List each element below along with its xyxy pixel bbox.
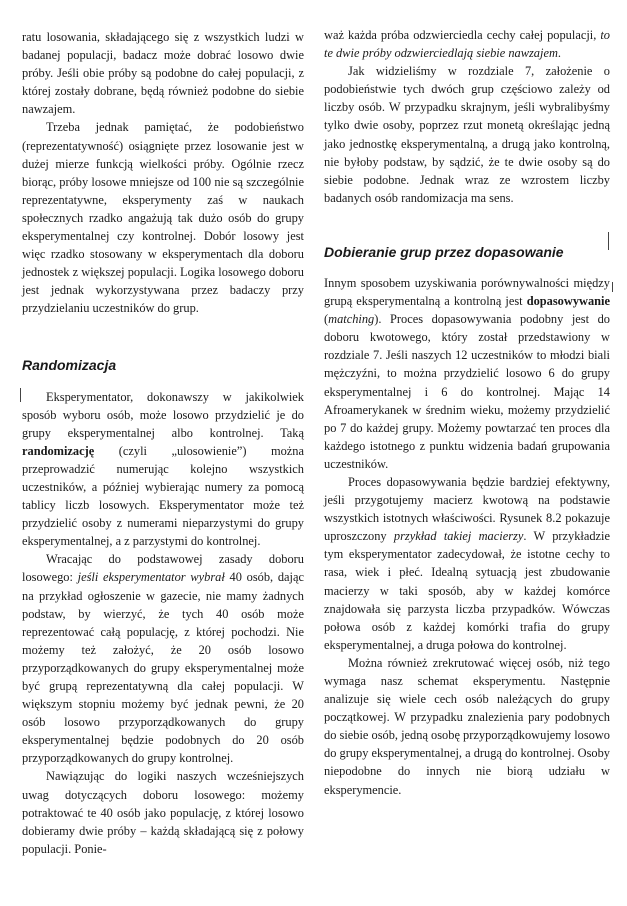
paragraph bbox=[324, 274, 610, 473]
text-span: 40 osób, dając na przykład ogłoszenie w gazecie, nie mamy żadnych podstaw, by wierzyć, że tych 40 osób może reprezentować całą populację, z której pochodzi. Nie możemy też założyć, że 20 osób losowo przyporządkowanych do grupy eksperymentalnej może być grupą reprezentatywną dla całej populacji. W większym stopniu możemy być jednak pewni, że 20 osób losowo przyporządkowanych do grupy eksperymentalnej będzie podobnych do 20 osób przyporządkowanych do grupy kontrolnej. bbox=[22, 570, 304, 766]
emphasis: jeśli eksperymentator wybrał bbox=[77, 570, 225, 585]
text-span: . bbox=[557, 46, 562, 61]
text-span: Proces dopasowywania będzie bardziej efektywny, jeśli przygotujemy macierz kwotową na podstawie wszystkich istotnych właściwości. Rysunek 8.2 pokazuje uproszczony bbox=[324, 474, 610, 544]
scan-artifact bbox=[612, 282, 613, 292]
key-term: randomizację bbox=[22, 443, 95, 458]
right-column bbox=[324, 26, 610, 799]
paragraph: Jak widzieliśmy w rozdziale 7, założenie o podobieństwie tych dwóch grup częściowo zależy od liczby osób. W przypadku skrajnym, jeśli wybralibyśmy tylko dwie osoby, poprzez rzut monetą określając jedną jako jednostkę eksperymentalną, a drugą jako kontrolną, nie byłoby podstaw, by sądzić, że te dwie osoby są do siebie podobne. Jednak wraz ze wzrostem liczby badanych osób randomizacja ma sens. bbox=[324, 64, 610, 205]
scan-artifact bbox=[20, 388, 21, 402]
section-heading-randomization: Randomizacja bbox=[22, 356, 117, 373]
left-column bbox=[22, 28, 304, 858]
text-span: . W przykładzie tym eksperymentator zadecydował, że istotne cechy to rasa, wiek i płeć. Idealną sytuacją jest zbudowanie macierzy w taki sposób, aby w każdej komórce znajdowała się parzysta liczba przypadków. Wówczas połowa osób z każdej komórki trafia do grupy eksperymentalnej, a druga połowa do kontrolnej. bbox=[324, 529, 610, 652]
paragraph: Trzeba jednak pamiętać, że podobieństwo (reprezentatywność) osiągnięte przez losowanie jest w dużej mierze funkcją wielkości próby. Ogólnie rzecz biorąc, próby losowe mniejsze od 100 nie są szczególnie reprezentatywne, eksperymenty zaś w naukach społecznych rzadko angażują tak dużo osób do grupy eksperymentalnej czy kontrolnej. Dobór losowy jest więc rzadko stosowany w eksperymentach dla doboru jednostek z większej populacji. Logika losowego doboru jest jednak wykorzystywana przez badaczy przy przydzielaniu uczestników do grup. bbox=[22, 120, 304, 316]
emphasis: to te dwie próby odzwierciedlają siebie nawzajem bbox=[324, 28, 610, 61]
paragraph bbox=[22, 388, 304, 551]
paragraph bbox=[324, 473, 610, 654]
text-span: Eksperymentator, dokonawszy w jakikolwiek sposób wyboru osób, może losowo przydzielić je do grupy eksperymentalnej albo kontrolnej. Taką bbox=[22, 389, 304, 440]
text-span: ). Proces dopasowywania podobny jest do doboru kwotowego, który został przedstawiony w rozdziale 7. Jeśli naszych 12 uczestników to młodzi biali mężczyźni, to można przydzielić losowo 6 do grupy eksperymentalnej i 6 do kontrolnej. Mając 14 Afroamerykanek w średnim wieku, możemy przydzielić po 7 do każdej grupy. Możemy powtarzać ten proces dla każdego istotnego z punktu widzenia badań grupowania uczestników. bbox=[324, 312, 610, 471]
key-term: dopasowywanie bbox=[526, 294, 610, 309]
paragraph bbox=[324, 26, 610, 62]
text-span: waż każda próba odzwierciedla cechy całej populacji, bbox=[324, 28, 601, 42]
paragraph: Można również zrekrutować więcej osób, niż tego wymaga nasz schemat eksperymentu. Następnie analizuje się wiele cech osób należących do grupy początkowej. W przypadku znalezienia pary podobnych do siebie osób, jedną osobę przyporządkowujemy losowo do grupy eksperymentalnej, a drugą do kontrolnej. Osoby niepodobne do innych nie biorą udziału w eksperymencie. bbox=[324, 655, 610, 797]
text-span: Wracając do podstawowej zasady doboru losowego: bbox=[22, 552, 304, 585]
paragraph: ratu losowania, składającego się z wszystkich ludzi w badanej populacji, badacz może dobrać losowo dwie próby. Jeśli obie próby są podobne do całej populacji, z której zostały dobrane, będą również podobne do siebie nawzajem. bbox=[22, 30, 304, 117]
emphasis: matching bbox=[328, 312, 375, 327]
text-span: (czyli „ulosowienie”) można przeprowadzić numerując kolejno wszystkich uczestników, a później wybierając numery za pomocą tablicy liczb losowych. Eksperymentator może też przydzielić osoby z numerami nieparzystymi do grupy eksperymentalnej, a z parzystymi do kontrolnej. bbox=[22, 443, 304, 549]
text-span: ( bbox=[324, 312, 329, 327]
scan-artifact bbox=[608, 232, 609, 250]
emphasis: przykład takiej macierzy bbox=[393, 529, 524, 544]
paragraph: Nawiązując do logiki naszych wcześniejszych uwag dotyczących doboru losowego: możemy potraktować te 40 osób jako populację, z której losowo dobieramy dwie próby – każdą składającą się z połowy populacji. Ponie- bbox=[22, 769, 304, 856]
section-heading-matching: Dobieranie grup przez dopasowanie bbox=[324, 243, 564, 260]
text-span: Innym sposobem uzyskiwania porównywalności między grupą eksperymentalną a kontrolną jest bbox=[324, 275, 610, 309]
paragraph bbox=[22, 550, 304, 767]
